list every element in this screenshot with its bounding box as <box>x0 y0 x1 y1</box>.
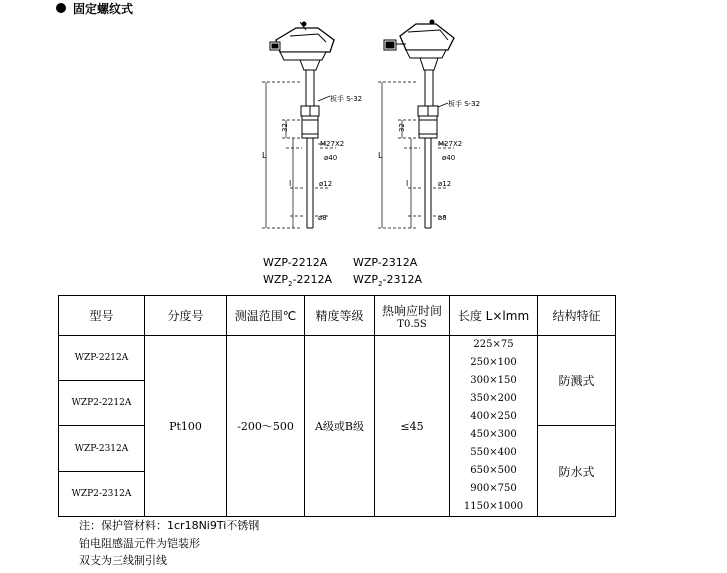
dia8-label-left: ø8 <box>318 214 327 222</box>
model-cell: WZP-2312A <box>59 426 145 472</box>
dimL-label-right: L <box>378 151 383 160</box>
dia40-label-right: ø40 <box>442 154 456 162</box>
structure-cell: 防水式 <box>538 426 616 517</box>
thermometer-right <box>378 20 454 228</box>
wrench-label-left: 板手 S-32 <box>330 95 363 103</box>
dia8-label-right: ø8 <box>438 214 447 222</box>
wrench-label-right: 板手 S-32 <box>448 100 481 108</box>
header-range: 测温范围℃ <box>227 296 305 336</box>
header-accuracy: 精度等级 <box>305 296 375 336</box>
length-item: 900×750 <box>470 483 517 494</box>
model-cell: WZP2-2312A <box>59 472 145 517</box>
diml-label-right: l <box>406 179 409 188</box>
model-caption-item: $WZP_2-2212A$ <box>263 273 333 289</box>
length-item: 350×200 <box>470 393 517 404</box>
header-length: 长度 L×lmm <box>450 296 538 336</box>
dim32-label-left: 32 <box>281 123 289 132</box>
note-line: 双支为三线制引线 <box>79 554 167 567</box>
model-caption <box>263 254 463 288</box>
thermometer-drawings <box>0 0 727 260</box>
thread-label-left: M27X2 <box>320 140 345 148</box>
length-item: 225×75 <box>473 339 514 350</box>
thermometer-left <box>262 22 336 228</box>
note-line: 铂电阻感温元件为铠装形 <box>79 536 200 550</box>
header-division: 分度号 <box>145 296 227 336</box>
spec-table <box>58 295 616 517</box>
length-item: 300×150 <box>470 375 517 386</box>
dia12-label-left: ø12 <box>319 180 333 188</box>
length-item: 250×100 <box>470 357 517 368</box>
length-item: 450×300 <box>470 429 517 440</box>
dia12-label-right: ø12 <box>438 180 452 188</box>
length-cell <box>450 336 538 517</box>
header-structure: 结构特征 <box>538 296 616 336</box>
model-caption-row <box>263 271 463 288</box>
length-item: 1150×1000 <box>463 501 524 512</box>
model-caption-row <box>263 254 463 271</box>
diml-label-left: l <box>289 179 292 188</box>
section-title: 固定螺纹式 <box>73 1 134 16</box>
header-response: 热响应时间 T0.5S <box>375 296 450 336</box>
model-caption-item: WZP-2312A <box>353 256 418 269</box>
table-row <box>59 336 616 381</box>
accuracy-cell: A级或B级 <box>305 336 375 517</box>
table-header-row <box>59 296 616 336</box>
length-list <box>450 336 537 516</box>
model-caption-item: $WZP_2-2312A$ <box>353 273 423 289</box>
model-caption-item: WZP-2212A <box>263 256 328 269</box>
note-line: 注：保护管材料：1cr18Ni9Ti不锈钢 <box>79 519 260 532</box>
model-cell: WZP-2212A <box>59 336 145 381</box>
length-item: 650×500 <box>470 465 517 476</box>
division-cell: Pt100 <box>145 336 227 517</box>
length-item: 550×400 <box>470 447 517 458</box>
model-cell: WZP2-2212A <box>59 381 145 426</box>
structure-cell: 防溅式 <box>538 336 616 426</box>
thread-label-right: M27X2 <box>438 140 463 148</box>
length-item: 400×250 <box>470 411 517 422</box>
dimL-label-left: L <box>262 151 267 160</box>
range-cell: -200～500 <box>227 336 305 517</box>
notes <box>79 517 259 570</box>
dim32-label-right: 32 <box>398 123 406 132</box>
dia40-label-left: ø40 <box>324 154 338 162</box>
header-model: 型号 <box>59 296 145 336</box>
response-cell: ≤45 <box>375 336 450 517</box>
